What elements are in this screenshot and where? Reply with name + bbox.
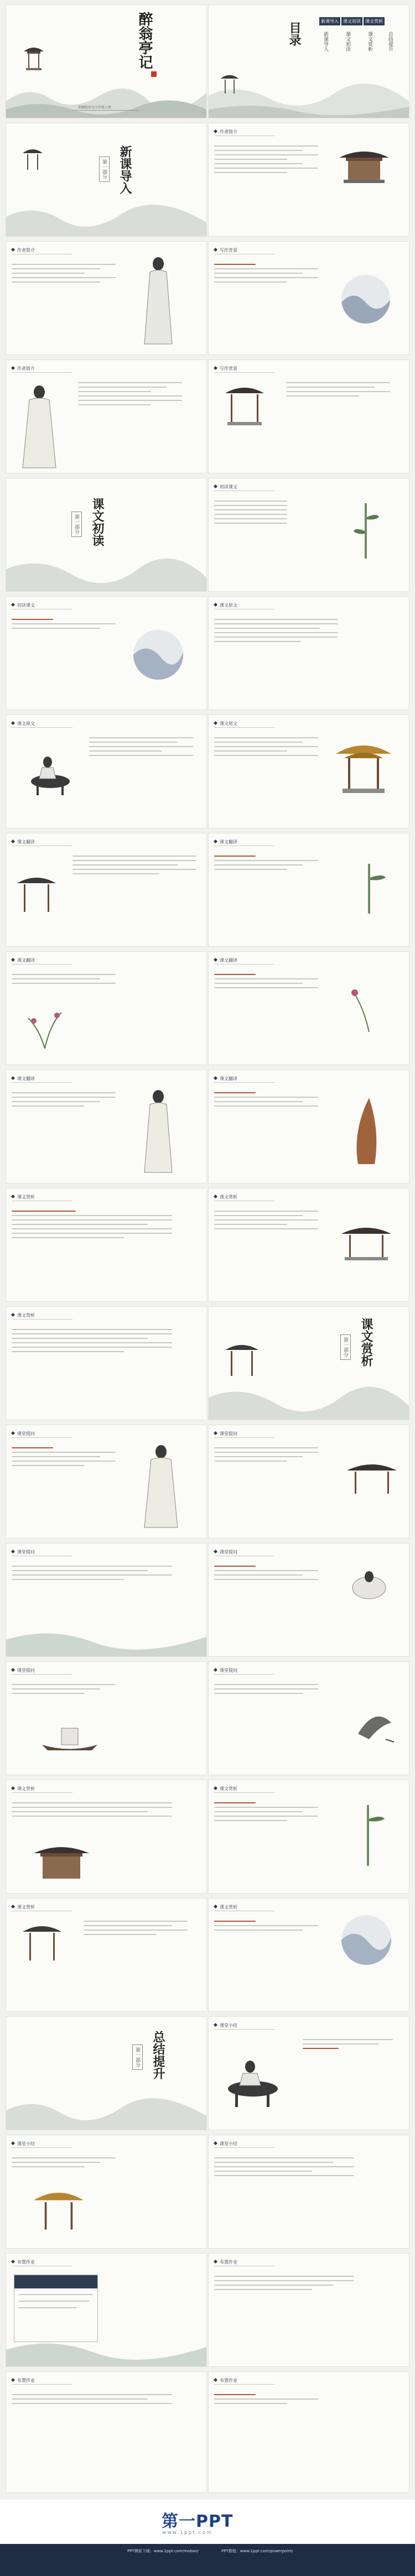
slide-appreciation-2[interactable]	[208, 1188, 409, 1302]
mountain-art	[6, 79, 206, 118]
slide-text-2[interactable]	[6, 715, 207, 828]
slide-tag: 课堂小结	[12, 2141, 35, 2147]
section-part-label: 第一部分	[340, 1334, 351, 1360]
site-logo-url[interactable]: www.1ppt.com	[162, 2530, 212, 2536]
slide-tag: 写作背景	[214, 247, 237, 253]
text-block	[214, 260, 318, 286]
slide-question-3[interactable]	[6, 1543, 207, 1657]
slide-question-2[interactable]	[208, 1425, 409, 1539]
pavilion-icon	[336, 737, 391, 798]
mountain-art	[6, 552, 206, 591]
slide-appreciation-3[interactable]	[6, 1306, 207, 1420]
slide-tag: 课文赏析	[214, 1904, 237, 1910]
slide-reading[interactable]	[208, 478, 409, 592]
section-title: 总结提升	[151, 2031, 165, 2079]
building-icon	[339, 145, 389, 190]
slide-question[interactable]	[6, 1425, 207, 1539]
slide-tag: 课堂提问	[12, 1667, 35, 1673]
slide-tag: 布置作业	[214, 2259, 237, 2265]
slide-section-first-read[interactable]	[6, 478, 207, 592]
pavilion-icon	[23, 1921, 61, 1970]
slide-tag: 作者简介	[12, 247, 35, 253]
slide-tag: 课文原文	[12, 721, 35, 727]
slide-tag: 课堂提问	[214, 1667, 237, 1673]
mountain-art	[209, 1381, 409, 1420]
slide-tag: 布置作业	[12, 2259, 35, 2265]
slide-appreciation-6[interactable]	[6, 1898, 207, 2012]
slide-section-summary[interactable]	[6, 2016, 207, 2130]
text-block	[12, 2154, 116, 2171]
text-block	[12, 1562, 172, 1583]
slide-appreciation-7[interactable]	[208, 1898, 409, 2012]
figure-icon	[139, 253, 178, 347]
text-block	[214, 852, 318, 873]
slide-translation-4[interactable]	[208, 951, 409, 1065]
slide-tag: 初读课文	[12, 602, 35, 608]
slide-tag: 课文赏析	[214, 1194, 237, 1200]
footer-bar	[0, 2544, 415, 2576]
rider-icon	[220, 2050, 286, 2111]
toc-item-3[interactable]: 课文赏析	[367, 32, 372, 51]
slide-tag: 课堂提问	[12, 1431, 35, 1437]
slide-tag: 布置作业	[12, 2377, 35, 2384]
red-seal	[151, 71, 157, 77]
figure-icon	[341, 1566, 397, 1621]
text-block	[214, 2154, 354, 2179]
rider-icon	[23, 748, 78, 798]
figure-icon	[17, 382, 61, 471]
slide-tag: 课文原文	[214, 721, 237, 727]
slide-text[interactable]	[208, 596, 409, 710]
section-part-label: 第一部分	[132, 2045, 143, 2070]
slide-translation[interactable]	[6, 833, 207, 947]
text-block	[303, 2036, 393, 2052]
slide-tag: 课文赏析	[12, 1194, 35, 1200]
pavilion-icon	[220, 71, 240, 97]
text-block	[214, 2272, 354, 2293]
pavilion-icon	[225, 1340, 258, 1384]
text-block	[286, 379, 390, 400]
cover-meta: 部编版语文九年级上册	[78, 106, 112, 109]
toc-item-2[interactable]: 课文初读	[345, 32, 350, 51]
slide-tag: 课堂提问	[12, 1549, 35, 1555]
slide-background[interactable]	[208, 241, 409, 355]
slide-tag: 课文原文	[214, 602, 237, 608]
slide-summary[interactable]	[208, 2016, 409, 2130]
guqin-icon	[347, 1092, 391, 1170]
toc-item-1[interactable]: 新课导入	[323, 32, 328, 51]
text-block	[214, 1799, 318, 1824]
slide-homework[interactable]	[6, 2253, 207, 2367]
mountain-art	[6, 2328, 206, 2366]
slide-cover[interactable]	[6, 4, 207, 118]
slide-summary-2[interactable]	[6, 2135, 207, 2249]
pavilion-icon	[341, 1222, 391, 1266]
mountain-art	[6, 2091, 206, 2130]
text-block	[12, 971, 116, 987]
section-title: 课文赏析	[359, 1318, 374, 1367]
landscape-circle-image	[341, 275, 390, 324]
section-part-label: 第一部分	[99, 157, 110, 182]
slide-tag: 课文赏析	[214, 1786, 237, 1792]
slide-toc[interactable]	[208, 4, 409, 118]
text-block	[214, 2391, 318, 2407]
slide-translation-2[interactable]	[208, 833, 409, 947]
slide-tag: 课堂小结	[214, 2022, 237, 2029]
slide-appreciation[interactable]	[6, 1188, 207, 1302]
slide-text-3[interactable]	[208, 715, 409, 828]
slide-tag: 课文翻译	[12, 957, 35, 963]
slide-translation-5[interactable]	[6, 1070, 207, 1183]
text-block	[12, 1681, 116, 1697]
toc-badge-3: 课文赏析	[364, 17, 385, 25]
text-block	[12, 2391, 172, 2407]
slide-homework-4[interactable]	[208, 2371, 409, 2493]
slide-tag: 作者简介	[12, 366, 35, 372]
orchid-icon	[23, 1002, 67, 1051]
pavilion-icon	[347, 1458, 397, 1503]
text-block	[214, 734, 318, 759]
slide-appreciation-5[interactable]	[208, 1780, 409, 1894]
orchid-icon	[347, 974, 391, 1035]
slide-tag: 课文翻译	[214, 1076, 237, 1082]
slide-translation-6[interactable]	[208, 1070, 409, 1183]
section-part-label: 第一部分	[71, 512, 82, 537]
text-block	[12, 1207, 172, 1242]
slide-question-6[interactable]	[208, 1661, 409, 1775]
text-block	[12, 1089, 116, 1110]
slide-summary-3[interactable]	[208, 2135, 409, 2249]
bamboo-icon	[352, 500, 380, 561]
cover-divider	[72, 110, 139, 111]
slide-homework-2[interactable]	[208, 2253, 409, 2367]
slide-tag: 课文赏析	[12, 1312, 35, 1318]
slide-tag: 写作背景	[214, 366, 237, 372]
text-block	[214, 1207, 318, 1233]
slide-translation-3[interactable]	[6, 951, 207, 1065]
bamboo-icon	[347, 861, 391, 916]
footer-link-templates[interactable]: PPT模板下载：www.1ppt.com/moban/	[127, 2549, 199, 2553]
toc-badge-2: 课文初读	[341, 17, 362, 25]
toc-heading: 目录	[287, 22, 302, 46]
section-title: 新课导入	[118, 145, 132, 194]
slide-question-5[interactable]	[6, 1661, 207, 1775]
pavilion-icon	[17, 872, 56, 922]
slide-tag: 布置作业	[214, 2377, 237, 2384]
slide-tag: 课文翻译	[214, 839, 237, 845]
text-block	[214, 497, 318, 527]
text-block	[214, 971, 318, 992]
table-header	[14, 2275, 97, 2288]
text-block	[214, 1681, 318, 1697]
slide-background-2[interactable]	[208, 359, 409, 473]
site-footer	[0, 2500, 415, 2576]
figure-icon	[139, 1087, 178, 1175]
text-block	[214, 1444, 318, 1465]
toc-badge-1: 新课导入	[319, 17, 340, 25]
text-block	[12, 616, 116, 632]
building-icon	[34, 1841, 89, 1885]
toc-item-4[interactable]: 总结提升	[387, 32, 393, 51]
text-block	[12, 1326, 172, 1355]
bird-icon	[352, 1701, 397, 1745]
text-block	[72, 852, 196, 878]
footer-link-tutorials[interactable]: PPT教程：www.1ppt.com/powerpoint/	[221, 2549, 293, 2553]
slide-tag: 作者简介	[214, 129, 237, 135]
text-block	[12, 1444, 116, 1469]
slide-tag: 课堂提问	[214, 1431, 237, 1437]
pavilion-icon	[225, 382, 264, 432]
bamboo-icon	[347, 1802, 391, 1869]
pavilion-icon	[23, 44, 45, 71]
slide-tag: 课堂提问	[214, 1549, 237, 1555]
slide-tag: 课文翻译	[214, 957, 237, 963]
slide-tag: 课文赏析	[12, 1904, 35, 1910]
mountain-art	[6, 197, 206, 236]
slide-tag: 课文翻译	[12, 1076, 35, 1082]
slide-section-intro[interactable]	[6, 123, 207, 237]
mountain-art	[6, 1618, 206, 1656]
text-block	[84, 1917, 188, 1938]
text-block	[214, 1089, 318, 1110]
slide-author-2[interactable]	[6, 241, 207, 355]
figure-icon	[139, 1442, 183, 1530]
boat-icon	[39, 1717, 100, 1756]
text-block	[214, 616, 338, 645]
slide-question-4[interactable]	[208, 1543, 409, 1657]
cover-title: 醉翁亭记	[136, 12, 153, 69]
slide-tag: 课堂小结	[214, 2141, 237, 2147]
text-block	[78, 379, 182, 409]
slide-appreciation-4[interactable]	[6, 1780, 207, 1894]
text-block	[214, 1917, 318, 1934]
text-block	[214, 142, 318, 176]
slide-tag: 初读课文	[214, 484, 237, 490]
slide-homework-3[interactable]	[6, 2371, 207, 2493]
slide-tag: 课文赏析	[12, 1786, 35, 1792]
slide-figure[interactable]	[6, 359, 207, 473]
section-title: 课文初读	[90, 498, 105, 546]
slide-section-analysis[interactable]	[208, 1306, 409, 1420]
landscape-circle-image	[133, 630, 183, 680]
text-block	[89, 734, 193, 759]
slide-tag: 课文翻译	[12, 839, 35, 845]
slide-reading-2[interactable]	[6, 596, 207, 710]
text-block	[12, 260, 116, 286]
text-block	[12, 1799, 172, 1820]
site-logo[interactable]: 第一PPT	[162, 2512, 234, 2531]
landscape-circle-image	[341, 1915, 391, 1965]
slide-author[interactable]	[208, 123, 409, 237]
text-block	[214, 1562, 318, 1583]
pavilion-icon	[22, 145, 44, 173]
pavilion-icon	[34, 2185, 84, 2240]
